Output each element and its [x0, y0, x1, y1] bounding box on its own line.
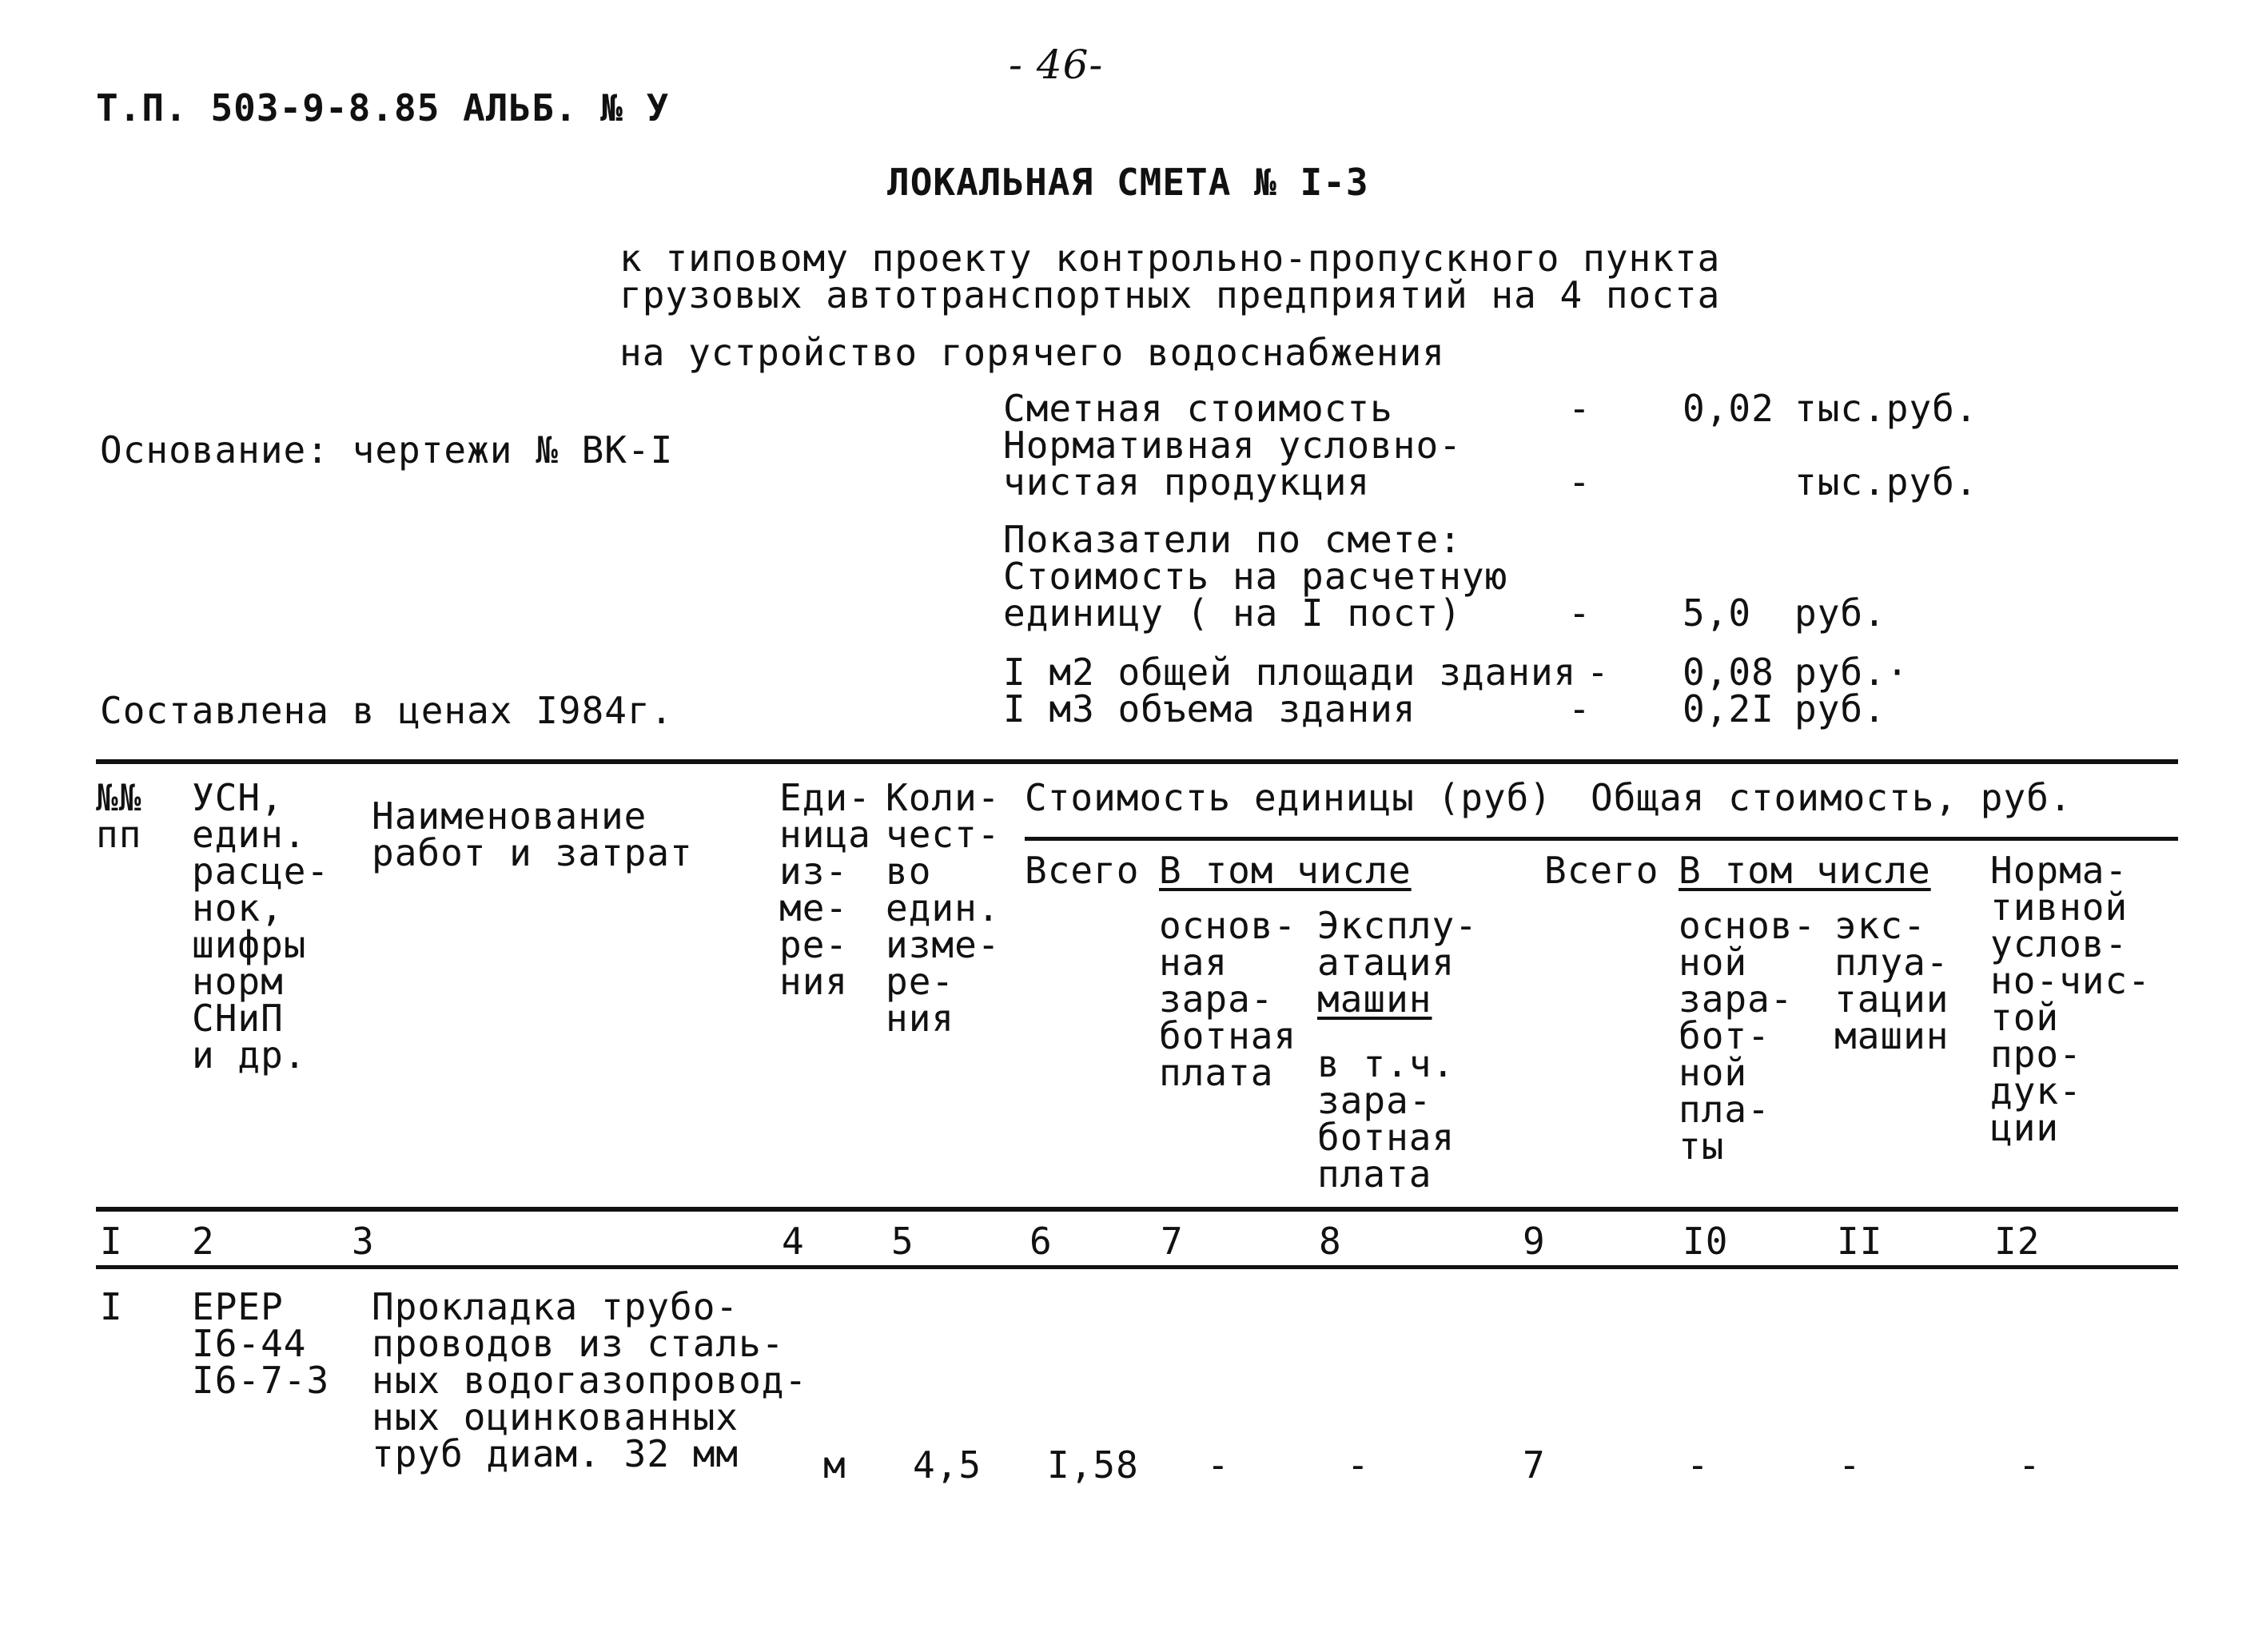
normative-product-unit: тыс.руб.	[1794, 460, 1978, 504]
header-text: нок,	[192, 886, 284, 929]
header-text: бот-	[1679, 1014, 1770, 1057]
row-total: 7	[1523, 1443, 1546, 1487]
name-line: проводов из сталь-	[372, 1322, 785, 1365]
header-text: работ и затрат	[372, 831, 693, 874]
subtitle-line: грузовых автотранспортных предприятий на 4 поста	[619, 273, 1721, 316]
header-text: плуа-	[1834, 941, 1949, 984]
header-text: норм	[192, 960, 284, 1003]
normative-product-dash: -	[1568, 460, 1591, 504]
header-text: ты	[1679, 1125, 1725, 1168]
header-text: чест-	[886, 813, 1001, 856]
column-number: 9	[1523, 1220, 1546, 1263]
volume-cost-label: I м3 объема здания	[1003, 687, 1416, 730]
column-number: 2	[192, 1220, 215, 1263]
name-line: ных водогазопровод-	[372, 1359, 808, 1402]
header-incl-total: В том числе	[1679, 849, 1931, 892]
header-col11-machines	[1834, 904, 1949, 1057]
column-number: I2	[1994, 1220, 2041, 1263]
header-col7-wage	[1159, 904, 1297, 1094]
header-text: тивной	[1990, 886, 2129, 929]
header-group-total-cost: Общая стоимость, руб.	[1591, 776, 2073, 819]
column-number: 6	[1029, 1220, 1053, 1263]
unit-cost-dash: -	[1568, 591, 1591, 635]
header-text: основ-	[1679, 904, 1817, 947]
header-text: един.	[886, 886, 1001, 929]
estimated-cost-unit: тыс.руб.	[1794, 387, 1978, 430]
label-line: Нормативная условно-	[1003, 424, 1462, 467]
header-col8-wage	[1317, 1042, 1456, 1196]
header-text: ной	[1679, 1051, 1748, 1094]
header-col-unit	[779, 776, 871, 1003]
row-unit-wage: -	[1207, 1443, 1230, 1487]
header-text: услов-	[1990, 922, 2129, 965]
header-col6-total: Всего	[1025, 849, 1140, 892]
header-text: основ-	[1159, 904, 1297, 947]
header-text: ме-	[779, 886, 849, 929]
code-line: I6-44	[192, 1322, 307, 1365]
volume-cost-unit: руб.	[1794, 687, 1886, 730]
page-number: - 46-	[1009, 42, 1104, 88]
label-line: чистая продукция	[1003, 460, 1371, 504]
header-text: дук-	[1990, 1069, 2082, 1113]
header-text: и др.	[192, 1033, 307, 1077]
area-cost-unit: руб.·	[1794, 651, 1910, 694]
header-text: Коли-	[886, 776, 1001, 819]
column-number: 3	[352, 1220, 375, 1263]
table-header-bottom-rule	[96, 1207, 2178, 1212]
header-text: ботная	[1159, 1014, 1297, 1057]
header-text: тации	[1834, 977, 1949, 1021]
header-text: ре-	[886, 960, 955, 1003]
subtitle-line: к типовому проекту контрольно-пропускного пункта	[619, 237, 1721, 280]
estimated-cost-dash: -	[1568, 387, 1591, 430]
column-number-rule	[96, 1265, 2178, 1269]
row-unit-total: I,58	[1047, 1443, 1139, 1487]
subtitle	[619, 237, 1721, 316]
header-text: во	[886, 850, 932, 893]
area-cost-value: 0,08	[1683, 651, 1774, 694]
row-unit: м	[823, 1443, 846, 1487]
header-text: Еди-	[779, 776, 871, 819]
header-text: в т.ч.	[1317, 1042, 1456, 1085]
header-text: атация	[1317, 941, 1456, 984]
header-text: ной	[1679, 941, 1748, 984]
name-line: Прокладка трубо-	[372, 1285, 739, 1328]
column-number: I	[100, 1220, 123, 1263]
header-text: СНиП	[192, 997, 284, 1040]
code-line: I6-7-3	[192, 1359, 330, 1402]
header-text: Наименование	[372, 794, 647, 838]
column-number: I0	[1683, 1220, 1729, 1263]
code-line: ЕРЕР	[192, 1285, 284, 1328]
header-text: зара-	[1679, 977, 1794, 1021]
header-group-unit-cost: Стоимость единицы (руб)	[1025, 776, 1552, 819]
header-col-code	[192, 776, 330, 1077]
column-number: II	[1837, 1220, 1883, 1263]
header-col8-machines	[1317, 904, 1478, 1021]
header-text: пла-	[1679, 1088, 1770, 1131]
volume-cost-dash: -	[1568, 687, 1591, 730]
header-col-name	[372, 794, 693, 874]
header-text: про-	[1990, 1033, 2082, 1076]
header-incl-unit: В том числе	[1159, 849, 1412, 892]
header-text: машин	[1834, 1014, 1949, 1057]
area-cost-label: I м2 общей площади здания	[1003, 651, 1577, 694]
normative-product-label	[1003, 424, 1462, 504]
header-text: машин	[1317, 977, 1432, 1021]
header-text: зара-	[1317, 1079, 1432, 1122]
header-text: ции	[1990, 1106, 2060, 1149]
estimate-title: ЛОКАЛЬНАЯ СМЕТА № I-3	[887, 161, 1369, 204]
header-text: расце-	[192, 850, 330, 893]
header-text: плата	[1317, 1152, 1432, 1196]
header-text: пп	[96, 813, 142, 856]
estimated-cost-value: 0,02	[1683, 387, 1774, 430]
header-col-num	[96, 776, 142, 856]
row-code	[192, 1285, 330, 1402]
header-text: УСН,	[192, 776, 284, 819]
column-number: 5	[891, 1220, 914, 1263]
table-top-rule	[96, 759, 2178, 764]
row-normative: -	[2018, 1443, 2041, 1487]
row-unit-machines: -	[1347, 1443, 1370, 1487]
header-text: №№	[96, 776, 142, 819]
row-total-machines: -	[1838, 1443, 1862, 1487]
header-text: един.	[192, 813, 307, 856]
volume-cost-value: 0,2I	[1683, 687, 1774, 730]
header-text: ния	[779, 960, 849, 1003]
unit-cost-value: 5,0	[1683, 591, 1752, 635]
column-number: 4	[782, 1220, 805, 1263]
indicators-title: Показатели по смете:	[1003, 518, 1462, 561]
label-line: Стоимость на расчетную	[1003, 555, 1508, 598]
header-text: из-	[779, 850, 849, 893]
header-text: но-чис-	[1990, 959, 2151, 1002]
header-text: шифры	[192, 923, 307, 966]
basis-line: Основание: чертежи № ВК-I	[100, 428, 674, 472]
row-total-wage: -	[1687, 1443, 1710, 1487]
name-line: труб диам. 32 мм	[372, 1432, 739, 1475]
estimated-cost-label: Сметная стоимость	[1003, 387, 1393, 430]
header-col9-total: Всего	[1544, 849, 1659, 892]
header-text: той	[1990, 996, 2060, 1039]
header-text: Эксплу-	[1317, 904, 1478, 947]
header-col10-wage	[1679, 904, 1817, 1168]
header-text: ная	[1159, 941, 1229, 984]
header-text: экс-	[1834, 904, 1926, 947]
row-qty: 4,5	[913, 1443, 982, 1487]
column-number: 8	[1319, 1220, 1342, 1263]
unit-cost-label	[1003, 555, 1508, 635]
purpose-line: на устройство горячего водоснабжения	[619, 331, 1445, 374]
name-line: ных оцинкованных	[372, 1395, 739, 1439]
header-text: ботная	[1317, 1116, 1456, 1159]
header-text: плата	[1159, 1051, 1274, 1094]
header-text: ница	[779, 813, 871, 856]
header-col12-normative	[1990, 849, 2151, 1149]
header-text: ния	[886, 997, 955, 1040]
document-code: Т.П. 503-9-8.85 АЛЬБ. № У	[96, 86, 670, 129]
compiled-line: Составлена в ценах I984г.	[100, 689, 674, 732]
row-num: I	[100, 1285, 123, 1328]
header-text: Норма-	[1990, 849, 2129, 892]
area-cost-dash: -	[1587, 651, 1610, 694]
header-text: зара-	[1159, 977, 1274, 1021]
row-name	[372, 1285, 808, 1475]
header-text: ре-	[779, 923, 849, 966]
header-text: изме-	[886, 923, 1001, 966]
group-header-rule	[1025, 837, 2178, 841]
unit-cost-unit: руб.	[1794, 591, 1886, 635]
header-col-qty	[886, 776, 1001, 1040]
column-number: 7	[1161, 1220, 1184, 1263]
label-line: единицу ( на I пост)	[1003, 591, 1462, 635]
